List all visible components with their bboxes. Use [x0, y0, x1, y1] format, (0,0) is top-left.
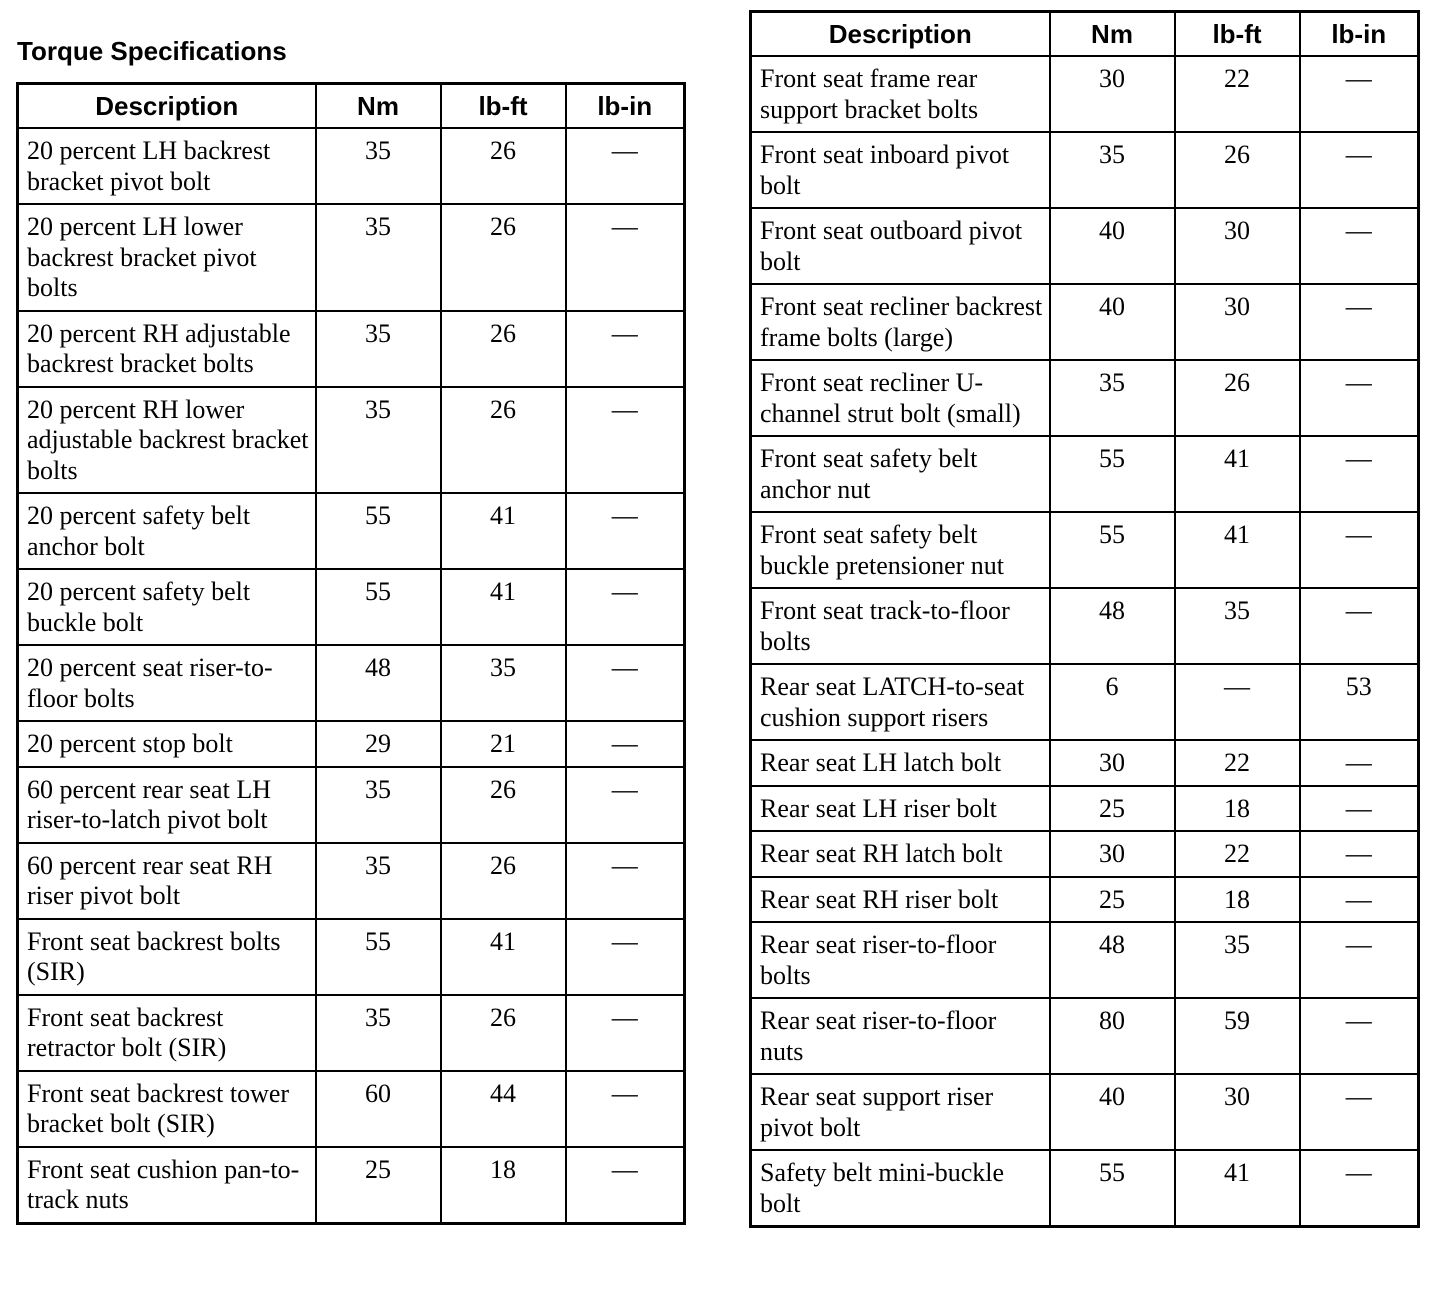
nm-cell: 48 — [1050, 588, 1175, 664]
nm-cell: 6 — [1050, 664, 1175, 740]
table-row — [751, 998, 1419, 1074]
lb-ft-cell: 35 — [1175, 922, 1300, 998]
description-cell: Rear seat riser-to-floor bolts — [751, 922, 1050, 998]
lb-ft-cell: 30 — [1175, 1074, 1300, 1150]
description-cell: Safety belt mini-buckle bolt — [751, 1150, 1050, 1227]
torque-table-left — [16, 82, 686, 1225]
nm-cell: 55 — [1050, 436, 1175, 512]
nm-cell: 35 — [316, 128, 441, 204]
header-description: Description — [751, 12, 1050, 57]
lb-in-cell: — — [566, 995, 685, 1071]
lb-ft-cell: 26 — [441, 995, 566, 1071]
lb-ft-cell: 26 — [441, 311, 566, 387]
description-cell: Front seat track-to-floor bolts — [751, 588, 1050, 664]
nm-cell: 80 — [1050, 998, 1175, 1074]
nm-cell: 35 — [1050, 132, 1175, 208]
description-cell: 20 percent RH adjustable backrest bracket bolts — [18, 311, 316, 387]
lb-ft-cell: 26 — [1175, 360, 1300, 436]
description-cell: Front seat recliner backrest frame bolts (large) — [751, 284, 1050, 360]
description-cell: Front seat safety belt buckle pretensioner nut — [751, 512, 1050, 588]
description-cell: Rear seat RH latch bolt — [751, 831, 1050, 877]
description-cell: 20 percent stop bolt — [18, 721, 316, 767]
lb-in-cell: — — [566, 128, 685, 204]
lb-ft-cell: — — [1175, 664, 1300, 740]
lb-in-cell: — — [1300, 740, 1419, 786]
header-lb-ft: lb-ft — [441, 84, 566, 129]
nm-cell: 60 — [316, 1071, 441, 1147]
header-lb-ft: lb-ft — [1175, 12, 1300, 57]
lb-ft-cell: 21 — [441, 721, 566, 767]
nm-cell: 40 — [1050, 208, 1175, 284]
lb-ft-cell: 41 — [1175, 436, 1300, 512]
table-row — [751, 284, 1419, 360]
nm-cell: 55 — [316, 919, 441, 995]
nm-cell: 48 — [316, 645, 441, 721]
nm-cell: 35 — [1050, 360, 1175, 436]
nm-cell: 40 — [1050, 1074, 1175, 1150]
lb-in-cell: — — [1300, 588, 1419, 664]
lb-ft-cell: 26 — [441, 204, 566, 311]
nm-cell: 55 — [1050, 1150, 1175, 1227]
table-row — [751, 208, 1419, 284]
lb-in-cell: — — [566, 387, 685, 494]
description-cell: 60 percent rear seat LH riser-to-latch pivot bolt — [18, 767, 316, 843]
lb-in-cell: — — [1300, 284, 1419, 360]
description-cell: Rear seat LATCH-to-seat cushion support risers — [751, 664, 1050, 740]
table-row — [751, 664, 1419, 740]
lb-in-cell: — — [1300, 360, 1419, 436]
lb-ft-cell: 18 — [441, 1147, 566, 1224]
header-row — [18, 84, 685, 129]
table-row — [18, 569, 685, 645]
lb-in-cell: — — [1300, 1150, 1419, 1227]
lb-in-cell: — — [1300, 998, 1419, 1074]
lb-ft-cell: 30 — [1175, 208, 1300, 284]
table-row — [751, 1074, 1419, 1150]
table-row — [751, 56, 1419, 132]
lb-in-cell: — — [1300, 786, 1419, 832]
lb-in-cell: — — [566, 767, 685, 843]
lb-ft-cell: 26 — [441, 843, 566, 919]
lb-ft-cell: 18 — [1175, 786, 1300, 832]
header-nm: Nm — [316, 84, 441, 129]
description-cell: Front seat backrest bolts (SIR) — [18, 919, 316, 995]
table-row — [751, 922, 1419, 998]
description-cell: 60 percent rear seat RH riser pivot bolt — [18, 843, 316, 919]
nm-cell: 30 — [1050, 831, 1175, 877]
description-cell: Front seat backrest retractor bolt (SIR) — [18, 995, 316, 1071]
nm-cell: 25 — [1050, 877, 1175, 923]
nm-cell: 40 — [1050, 284, 1175, 360]
lb-in-cell: — — [1300, 1074, 1419, 1150]
nm-cell: 35 — [316, 995, 441, 1071]
lb-ft-cell: 26 — [441, 387, 566, 494]
lb-ft-cell: 59 — [1175, 998, 1300, 1074]
description-cell: Rear seat riser-to-floor nuts — [751, 998, 1050, 1074]
nm-cell: 35 — [316, 387, 441, 494]
lb-ft-cell: 30 — [1175, 284, 1300, 360]
nm-cell: 25 — [1050, 786, 1175, 832]
torque-table-right — [749, 10, 1420, 1228]
table-row — [751, 360, 1419, 436]
table-row — [751, 1150, 1419, 1227]
lb-ft-cell: 22 — [1175, 831, 1300, 877]
lb-ft-cell: 44 — [441, 1071, 566, 1147]
lb-in-cell: 53 — [1300, 664, 1419, 740]
description-cell: Front seat safety belt anchor nut — [751, 436, 1050, 512]
page-title: Torque Specifications — [17, 36, 287, 66]
description-cell: 20 percent seat riser-to-floor bolts — [18, 645, 316, 721]
nm-cell: 35 — [316, 311, 441, 387]
description-cell: 20 percent safety belt anchor bolt — [18, 493, 316, 569]
table-row — [751, 132, 1419, 208]
lb-in-cell: — — [1300, 831, 1419, 877]
lb-in-cell: — — [1300, 208, 1419, 284]
description-cell: Front seat frame rear support bracket bolts — [751, 56, 1050, 132]
lb-ft-cell: 18 — [1175, 877, 1300, 923]
description-cell: 20 percent RH lower adjustable backrest bracket bolts — [18, 387, 316, 494]
lb-ft-cell: 26 — [441, 128, 566, 204]
nm-cell: 48 — [1050, 922, 1175, 998]
nm-cell: 25 — [316, 1147, 441, 1224]
lb-in-cell: — — [1300, 512, 1419, 588]
lb-in-cell: — — [1300, 56, 1419, 132]
header-lb-in: lb-in — [566, 84, 685, 129]
nm-cell: 35 — [316, 767, 441, 843]
table-row — [18, 1071, 685, 1147]
table-row — [18, 204, 685, 311]
description-cell: 20 percent LH backrest bracket pivot bolt — [18, 128, 316, 204]
table-row — [751, 786, 1419, 832]
table-row — [18, 995, 685, 1071]
table-row — [18, 645, 685, 721]
nm-cell: 30 — [1050, 740, 1175, 786]
table-row — [18, 387, 685, 494]
lb-ft-cell: 35 — [441, 645, 566, 721]
table-row — [18, 128, 685, 204]
lb-ft-cell: 41 — [441, 493, 566, 569]
description-cell: 20 percent safety belt buckle bolt — [18, 569, 316, 645]
nm-cell: 55 — [1050, 512, 1175, 588]
lb-in-cell: — — [566, 204, 685, 311]
lb-ft-cell: 22 — [1175, 56, 1300, 132]
table-row — [18, 1147, 685, 1224]
table-row — [18, 311, 685, 387]
table-row — [18, 767, 685, 843]
header-description: Description — [18, 84, 316, 129]
description-cell: Front seat backrest tower bracket bolt (SIR) — [18, 1071, 316, 1147]
description-cell: Front seat cushion pan-to-track nuts — [18, 1147, 316, 1224]
lb-in-cell: — — [1300, 922, 1419, 998]
lb-in-cell: — — [566, 645, 685, 721]
lb-in-cell: — — [566, 1147, 685, 1224]
table-row — [751, 831, 1419, 877]
lb-in-cell: — — [1300, 132, 1419, 208]
nm-cell: 55 — [316, 493, 441, 569]
lb-ft-cell: 41 — [441, 919, 566, 995]
description-cell: Rear seat LH latch bolt — [751, 740, 1050, 786]
nm-cell: 30 — [1050, 56, 1175, 132]
description-cell: Front seat inboard pivot bolt — [751, 132, 1050, 208]
table-row — [18, 721, 685, 767]
description-cell: Rear seat support riser pivot bolt — [751, 1074, 1050, 1150]
lb-ft-cell: 26 — [1175, 132, 1300, 208]
table-row — [18, 493, 685, 569]
lb-in-cell: — — [1300, 877, 1419, 923]
header-row — [751, 12, 1419, 57]
lb-ft-cell: 26 — [441, 767, 566, 843]
table-row — [18, 843, 685, 919]
table-row — [751, 740, 1419, 786]
lb-in-cell: — — [566, 569, 685, 645]
lb-in-cell: — — [566, 919, 685, 995]
description-cell: Front seat recliner U-channel strut bolt (small) — [751, 360, 1050, 436]
header-nm: Nm — [1050, 12, 1175, 57]
lb-in-cell: — — [566, 311, 685, 387]
table-row — [751, 436, 1419, 512]
table-row — [18, 919, 685, 995]
lb-in-cell: — — [566, 1071, 685, 1147]
lb-ft-cell: 41 — [441, 569, 566, 645]
lb-ft-cell: 41 — [1175, 512, 1300, 588]
header-lb-in: lb-in — [1300, 12, 1419, 57]
lb-in-cell: — — [1300, 436, 1419, 512]
nm-cell: 35 — [316, 843, 441, 919]
description-cell: Front seat outboard pivot bolt — [751, 208, 1050, 284]
description-cell: Rear seat RH riser bolt — [751, 877, 1050, 923]
nm-cell: 35 — [316, 204, 441, 311]
description-cell: Rear seat LH riser bolt — [751, 786, 1050, 832]
table-row — [751, 588, 1419, 664]
lb-in-cell: — — [566, 843, 685, 919]
description-cell: 20 percent LH lower backrest bracket pivot bolts — [18, 204, 316, 311]
table-row — [751, 877, 1419, 923]
lb-in-cell: — — [566, 493, 685, 569]
lb-in-cell: — — [566, 721, 685, 767]
lb-ft-cell: 41 — [1175, 1150, 1300, 1227]
nm-cell: 55 — [316, 569, 441, 645]
nm-cell: 29 — [316, 721, 441, 767]
lb-ft-cell: 22 — [1175, 740, 1300, 786]
table-row — [751, 512, 1419, 588]
lb-ft-cell: 35 — [1175, 588, 1300, 664]
